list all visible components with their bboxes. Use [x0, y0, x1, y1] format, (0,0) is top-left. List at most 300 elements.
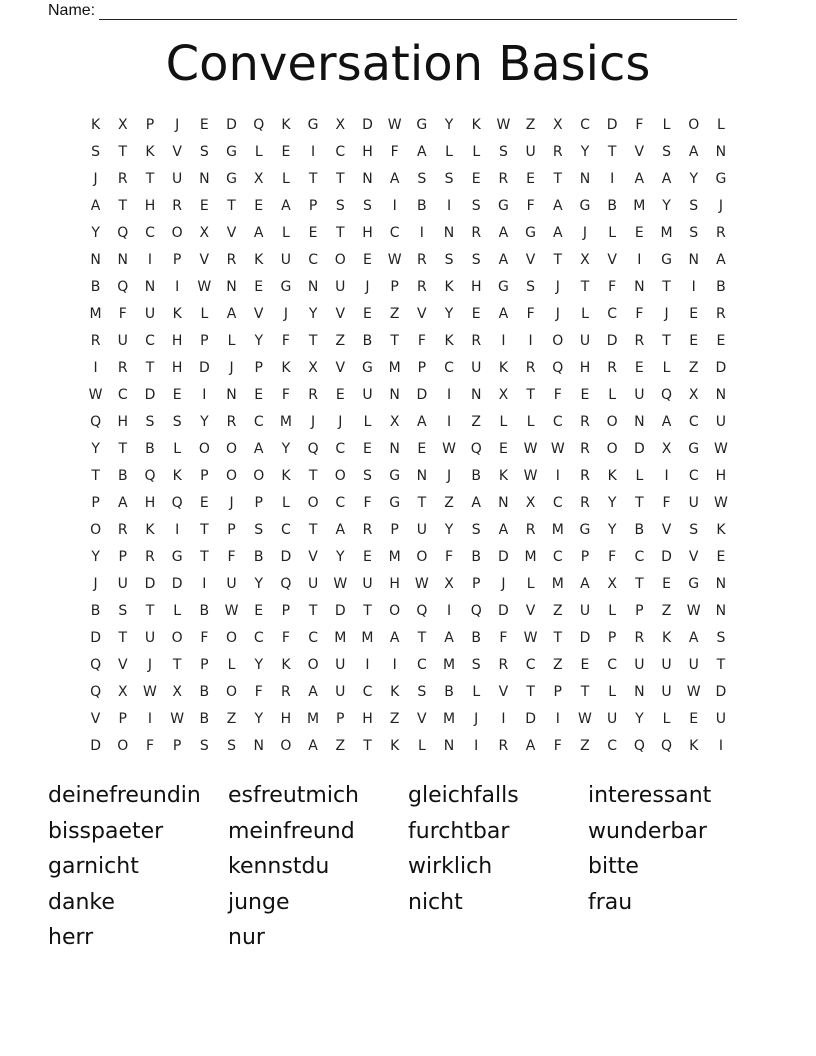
grid-letter: S [254, 521, 264, 538]
grid-letter: Z [335, 737, 346, 754]
grid-letter: O [90, 521, 102, 538]
grid-letter: N [443, 224, 455, 241]
grid-letter: A [471, 494, 481, 511]
grid-letter: G [525, 224, 537, 241]
grid-letter: M [361, 629, 374, 646]
grid-letter: H [715, 467, 727, 484]
grid-letter: L [472, 143, 481, 160]
grid-letter: W [713, 494, 728, 511]
grid-letter: W [713, 440, 728, 457]
grid-letter: T [118, 629, 128, 646]
grid-letter: U [661, 683, 672, 700]
grid-letter: B [199, 602, 210, 619]
grid-letter: P [471, 575, 481, 592]
grid-letter: N [634, 278, 645, 295]
grid-letter: Y [91, 548, 100, 565]
grid-letter: T [526, 683, 535, 700]
grid-letter: F [254, 683, 263, 700]
grid-letter: T [200, 548, 209, 565]
word-list [48, 778, 788, 956]
grid-letter: U [661, 656, 672, 673]
grid-letter: K [145, 143, 155, 160]
grid-letter: F [281, 629, 290, 646]
grid-letter: T [308, 332, 318, 349]
grid-letter: I [691, 278, 696, 295]
grid-letter: V [417, 710, 427, 727]
grid-letter: E [471, 170, 481, 187]
grid-letter: O [226, 440, 238, 457]
grid-letter: E [308, 224, 318, 241]
word-list-item: nicht [408, 889, 463, 915]
grid-letter: R [172, 197, 183, 214]
grid-letter: I [501, 710, 506, 727]
grid-letter: I [175, 521, 180, 538]
grid-letter: N [715, 575, 727, 592]
grid-letter: J [338, 413, 343, 430]
grid-letter: J [501, 575, 506, 592]
grid-letter: N [470, 386, 482, 403]
grid-letter: W [442, 440, 456, 457]
grid-letter: N [634, 413, 645, 430]
grid-letter: P [308, 197, 318, 214]
grid-letter: K [172, 467, 182, 484]
grid-letter: Q [117, 224, 129, 241]
grid-letter: A [634, 170, 645, 187]
grid-letter: U [335, 278, 346, 295]
grid-letter: R [226, 413, 237, 430]
grid-letter: H [280, 710, 292, 727]
grid-letter: R [580, 413, 590, 430]
grid-letter: V [335, 359, 346, 376]
grid-letter: M [524, 548, 537, 565]
grid-letter: A [253, 224, 264, 241]
grid-letter: M [334, 629, 347, 646]
grid-letter: Y [254, 575, 263, 592]
grid-letter: F [390, 143, 399, 160]
grid-letter: Q [470, 440, 482, 457]
grid-letter: E [526, 170, 536, 187]
grid-letter: R [145, 548, 155, 565]
grid-letter: T [390, 332, 399, 349]
grid-letter: S [363, 467, 372, 484]
grid-letter: M [279, 413, 292, 430]
word-list-item: nur [228, 925, 265, 950]
grid-letter: N [307, 278, 319, 295]
grid-letter: T [336, 170, 345, 187]
grid-letter: U [634, 386, 645, 403]
word-list-item: bitte [588, 854, 639, 879]
grid-letter: E [662, 575, 671, 592]
grid-letter: G [389, 467, 401, 484]
grid-letter: I [202, 575, 207, 592]
grid-letter: W [523, 629, 538, 646]
grid-letter: L [662, 116, 671, 133]
grid-letter: J [93, 575, 98, 592]
grid-letter: E [689, 710, 699, 727]
grid-letter: Z [444, 494, 454, 511]
grid-letter: U [335, 656, 346, 673]
grid-letter: S [227, 737, 236, 754]
grid-row [82, 408, 742, 435]
grid-letter: L [608, 683, 617, 700]
grid-row [82, 354, 742, 381]
grid-letter: B [417, 197, 427, 214]
grid-letter: H [362, 710, 373, 727]
grid-letter: U [715, 413, 727, 430]
grid-letter: Z [688, 359, 699, 376]
grid-letter: A [688, 629, 699, 646]
grid-letter: G [226, 170, 237, 187]
grid-letter: E [254, 386, 264, 403]
grid-letter: P [200, 656, 209, 673]
grid-letter: O [334, 251, 346, 268]
grid-letter: I [419, 224, 424, 241]
grid-letter: U [172, 170, 183, 187]
grid-letter: E [580, 386, 590, 403]
grid-letter: E [689, 305, 699, 322]
grid-letter: A [661, 413, 672, 430]
grid-letter: X [389, 413, 400, 430]
grid-letter: E [689, 332, 699, 349]
grid-letter: Q [280, 575, 292, 592]
grid-row [82, 381, 742, 408]
grid-row [82, 462, 742, 489]
grid-letter: E [335, 386, 345, 403]
grid-letter: C [580, 116, 590, 133]
grid-letter: Q [90, 656, 102, 673]
grid-letter: N [715, 143, 727, 160]
grid-letter: F [526, 305, 535, 322]
grid-letter: W [197, 278, 212, 295]
grid-letter: E [363, 251, 372, 268]
grid-letter: Y [444, 116, 454, 133]
grid-letter: P [254, 359, 263, 376]
grid-letter: L [499, 413, 508, 430]
grid-letter: Z [580, 737, 590, 754]
grid-letter: O [334, 467, 346, 484]
grid-letter: G [226, 143, 237, 160]
grid-letter: C [444, 359, 454, 376]
grid-letter: R [580, 494, 590, 511]
grid-letter: C [525, 656, 536, 673]
grid-letter: B [607, 197, 617, 214]
grid-row [82, 489, 742, 516]
grid-letter: Y [444, 521, 454, 538]
grid-letter: O [307, 494, 319, 511]
grid-letter: V [117, 656, 128, 673]
grid-letter: F [526, 197, 535, 214]
grid-letter: F [118, 305, 127, 322]
grid-letter: Q [307, 440, 319, 457]
grid-letter: U [117, 332, 128, 349]
grid-row [82, 327, 742, 354]
grid-letter: C [688, 413, 699, 430]
grid-letter: D [606, 332, 618, 349]
grid-letter: W [387, 116, 402, 133]
grid-letter: T [118, 143, 128, 160]
grid-letter: J [474, 710, 479, 727]
grid-letter: K [145, 521, 155, 538]
grid-letter: Z [389, 710, 400, 727]
grid-letter: O [606, 440, 618, 457]
grid-letter: C [335, 440, 346, 457]
grid-letter: T [553, 170, 563, 187]
grid-letter: B [90, 278, 101, 295]
grid-letter: T [145, 170, 155, 187]
grid-letter: F [635, 116, 644, 133]
grid-letter: V [525, 251, 536, 268]
grid-letter: Y [254, 656, 263, 673]
grid-letter: C [552, 413, 563, 430]
grid-letter: V [688, 548, 699, 565]
grid-letter: I [365, 656, 370, 673]
grid-letter: Z [226, 710, 237, 727]
word-list-item: deinefreundin [48, 783, 201, 808]
grid-letter: O [389, 602, 401, 619]
grid-letter: K [498, 359, 508, 376]
grid-letter: R [308, 386, 318, 403]
grid-letter: A [444, 629, 454, 646]
grid-letter: A [498, 521, 509, 538]
grid-letter: E [498, 440, 508, 457]
grid-letter: D [144, 386, 156, 403]
grid-letter: A [335, 521, 346, 538]
word-list-item: junge [228, 889, 290, 915]
grid-letter: N [389, 440, 400, 457]
grid-letter: O [552, 332, 564, 349]
grid-letter: G [416, 116, 428, 133]
grid-letter: Z [661, 602, 672, 619]
grid-letter: L [608, 602, 617, 619]
grid-letter: T [662, 278, 671, 295]
grid-letter: A [308, 737, 318, 754]
grid-letter: C [416, 656, 427, 673]
grid-letter: R [525, 521, 536, 538]
grid-letter: N [117, 251, 129, 268]
grid-letter: A [308, 683, 318, 700]
grid-letter: N [226, 386, 237, 403]
grid-letter: U [117, 575, 128, 592]
grid-letter: G [171, 548, 183, 565]
grid-letter: R [362, 521, 373, 538]
grid-letter: T [172, 656, 182, 673]
grid-letter: I [93, 359, 98, 376]
grid-letter: D [606, 116, 618, 133]
grid-letter: L [526, 413, 535, 430]
grid-letter: G [579, 197, 591, 214]
grid-letter: S [444, 170, 454, 187]
grid-letter: D [416, 386, 428, 403]
grid-letter: P [200, 332, 209, 349]
word-list-item: herr [48, 925, 94, 950]
grid-letter: L [445, 143, 453, 160]
grid-letter: G [280, 278, 292, 295]
grid-letter: I [147, 710, 153, 727]
grid-letter: B [199, 683, 210, 700]
grid-letter: M [633, 197, 646, 214]
grid-letter: V [199, 251, 210, 268]
grid-letter: L [282, 170, 290, 187]
grid-letter: L [581, 305, 589, 322]
grid-letter: W [170, 710, 185, 727]
grid-letter: U [362, 575, 373, 592]
grid-letter: F [499, 629, 508, 646]
grid-letter: C [253, 629, 264, 646]
grid-letter: V [308, 548, 318, 565]
grid-letter: C [552, 548, 563, 565]
grid-letter: T [118, 440, 128, 457]
grid-letter: W [550, 440, 565, 457]
grid-letter: W [686, 683, 701, 700]
grid-row [82, 273, 742, 300]
grid-letter: Y [580, 143, 590, 160]
grid-letter: N [199, 170, 210, 187]
grid-row [82, 435, 742, 462]
grid-letter: S [689, 197, 699, 214]
grid-letter: N [579, 170, 591, 187]
grid-row [82, 219, 742, 246]
grid-letter: V [634, 143, 645, 160]
grid-letter: S [689, 521, 699, 538]
grid-letter: R [580, 467, 590, 484]
grid-letter: Y [91, 224, 100, 241]
grid-letter: A [498, 251, 509, 268]
grid-letter: J [147, 656, 153, 673]
grid-letter: I [555, 710, 560, 727]
grid-letter: T [308, 602, 318, 619]
grid-letter: W [224, 602, 239, 619]
grid-letter: W [578, 710, 592, 727]
grid-letter: R [498, 170, 509, 187]
grid-letter: H [470, 278, 482, 295]
grid-letter: B [199, 710, 210, 727]
grid-letter: X [525, 494, 536, 511]
grid-letter: C [281, 521, 291, 538]
grid-letter: Q [144, 467, 156, 484]
grid-letter: L [173, 602, 182, 619]
grid-letter: Z [525, 116, 536, 133]
grid-letter: P [91, 494, 100, 511]
grid-letter: S [662, 143, 671, 160]
grid-letter: E [716, 332, 726, 349]
grid-letter: Q [117, 278, 129, 295]
grid-letter: U [280, 251, 292, 268]
grid-letter: K [254, 251, 264, 268]
grid-letter: L [227, 332, 236, 349]
grid-letter: Q [552, 359, 564, 376]
grid-letter: U [307, 575, 319, 592]
grid-letter: A [552, 197, 563, 214]
grid-letter: A [716, 251, 726, 268]
grid-letter: H [171, 332, 183, 349]
grid-letter: K [444, 332, 454, 349]
grid-letter: U [144, 629, 156, 646]
grid-letter: O [606, 413, 618, 430]
grid-letter: T [145, 602, 155, 619]
grid-letter: I [637, 251, 642, 268]
grid-letter: P [172, 737, 182, 754]
grid-letter: A [417, 413, 427, 430]
grid-letter: F [281, 386, 290, 403]
grid-letter: L [173, 440, 182, 457]
grid-letter: X [688, 386, 699, 403]
grid-letter: X [580, 251, 590, 268]
grid-letter: P [145, 116, 155, 133]
grid-letter: I [311, 143, 316, 160]
grid-letter: A [580, 575, 590, 592]
grid-letter: P [172, 251, 182, 268]
grid-letter: F [608, 548, 617, 565]
grid-letter: G [661, 251, 672, 268]
grid-letter: T [363, 602, 372, 619]
grid-letter: W [88, 386, 103, 403]
grid-letter: U [607, 710, 618, 727]
grid-letter: K [444, 278, 454, 295]
grid-letter: T [580, 683, 590, 700]
grid-letter: C [145, 224, 155, 241]
grid-letter: X [117, 683, 128, 700]
grid-letter: Y [607, 494, 617, 511]
grid-letter: L [717, 116, 725, 133]
grid-letter: G [579, 521, 591, 538]
grid-letter: C [308, 251, 318, 268]
grid-letter: U [335, 683, 346, 700]
grid-letter: M [551, 521, 564, 538]
grid-letter: T [553, 629, 563, 646]
word-list-item: meinfreund [228, 818, 355, 844]
grid-letter: D [362, 116, 373, 133]
grid-letter: E [199, 116, 209, 133]
word-list-item: gleichfalls [408, 783, 519, 808]
grid-letter: D [198, 359, 210, 376]
grid-letter: E [254, 197, 264, 214]
grid-letter: C [552, 494, 563, 511]
grid-letter: N [90, 251, 101, 268]
grid-letter: C [607, 656, 618, 673]
grid-letter: K [471, 116, 481, 133]
grid-letter: N [416, 467, 428, 484]
grid-letter: H [117, 413, 129, 430]
grid-letter: E [363, 548, 372, 565]
grid-letter: F [281, 332, 290, 349]
grid-letter: O [226, 683, 238, 700]
grid-letter: D [498, 548, 509, 565]
grid-letter: S [471, 197, 481, 214]
grid-letter: P [118, 710, 127, 727]
name-label: Name: [48, 2, 96, 19]
grid-letter: S [716, 629, 726, 646]
grid-letter: K [281, 656, 291, 673]
grid-letter: E [254, 602, 264, 619]
grid-letter: A [661, 170, 672, 187]
grid-letter: V [607, 251, 617, 268]
grid-letter: L [417, 737, 426, 754]
grid-letter: S [471, 251, 481, 268]
grid-letter: X [117, 116, 128, 133]
grid-letter: J [175, 116, 180, 133]
grid-letter: N [688, 251, 699, 268]
grid-letter: C [688, 467, 699, 484]
grid-letter: H [171, 359, 183, 376]
grid-letter: W [387, 251, 402, 268]
grid-letter: T [227, 197, 236, 214]
grid-letter: O [171, 224, 183, 241]
grid-letter: B [253, 548, 264, 565]
grid-letter: O [198, 440, 210, 457]
grid-letter: U [144, 305, 156, 322]
grid-letter: T [417, 629, 427, 646]
grid-letter: R [498, 737, 509, 754]
